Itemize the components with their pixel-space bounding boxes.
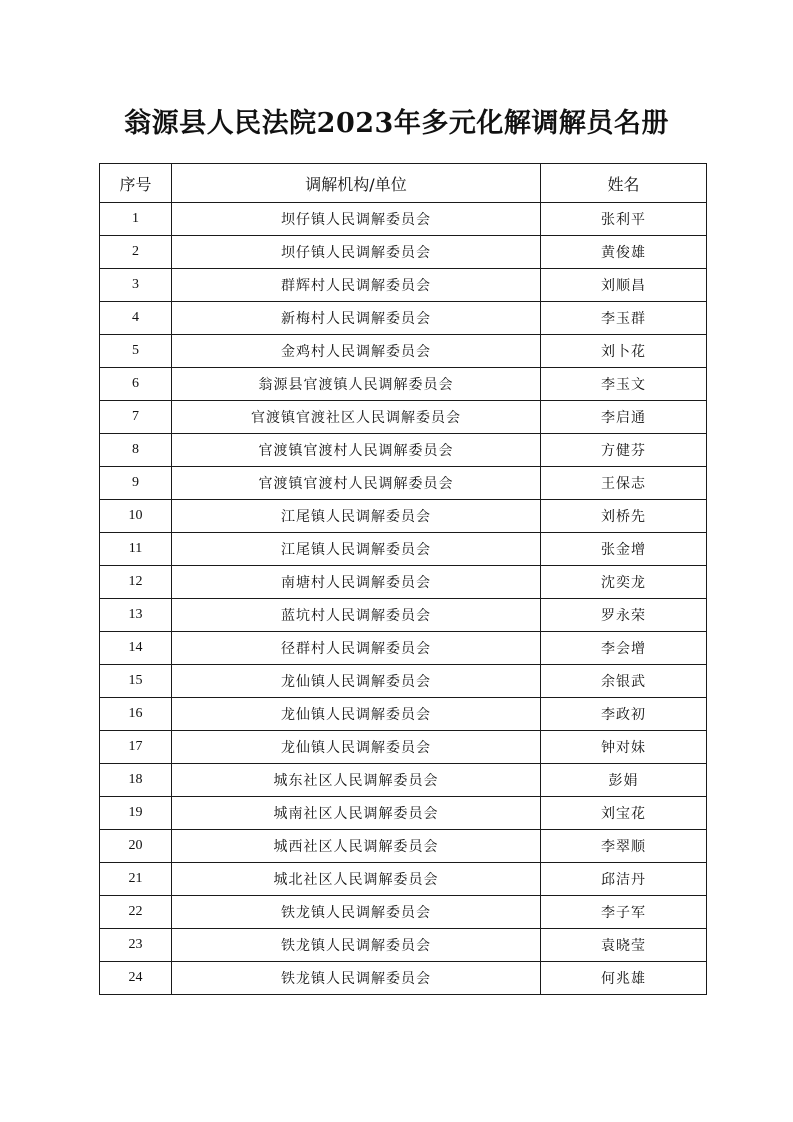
cell-serial-number: 11 — [100, 533, 172, 566]
cell-mediator-name: 刘顺昌 — [541, 269, 707, 302]
cell-serial-number: 19 — [100, 797, 172, 830]
cell-mediator-name: 李会增 — [541, 632, 707, 665]
cell-serial-number: 22 — [100, 896, 172, 929]
table-row — [100, 434, 707, 467]
cell-mediation-organization: 坝仔镇人民调解委员会 — [172, 236, 541, 269]
cell-mediator-name: 黄俊雄 — [541, 236, 707, 269]
header-serial-number: 序号 — [100, 164, 172, 203]
table-row — [100, 698, 707, 731]
cell-mediation-organization: 城南社区人民调解委员会 — [172, 797, 541, 830]
cell-serial-number: 7 — [100, 401, 172, 434]
cell-serial-number: 20 — [100, 830, 172, 863]
cell-serial-number: 14 — [100, 632, 172, 665]
cell-serial-number: 9 — [100, 467, 172, 500]
table-row — [100, 566, 707, 599]
cell-serial-number: 1 — [100, 203, 172, 236]
cell-mediator-name: 彭娟 — [541, 764, 707, 797]
table-body — [100, 203, 707, 995]
cell-mediator-name: 刘卜花 — [541, 335, 707, 368]
cell-mediation-organization: 铁龙镇人民调解委员会 — [172, 896, 541, 929]
cell-serial-number: 23 — [100, 929, 172, 962]
cell-mediation-organization: 金鸡村人民调解委员会 — [172, 335, 541, 368]
header-name: 姓名 — [541, 164, 707, 203]
cell-mediation-organization: 官渡镇官渡村人民调解委员会 — [172, 434, 541, 467]
cell-mediator-name: 王保志 — [541, 467, 707, 500]
mediator-roster-table — [99, 163, 707, 995]
cell-mediation-organization: 南塘村人民调解委员会 — [172, 566, 541, 599]
table-row — [100, 599, 707, 632]
table-row — [100, 797, 707, 830]
cell-mediator-name: 张金增 — [541, 533, 707, 566]
cell-serial-number: 24 — [100, 962, 172, 995]
cell-serial-number: 12 — [100, 566, 172, 599]
cell-mediation-organization: 铁龙镇人民调解委员会 — [172, 962, 541, 995]
page-title: 翁源县人民法院2023年多元化解调解员名册 — [124, 108, 669, 139]
table-row — [100, 533, 707, 566]
cell-serial-number: 6 — [100, 368, 172, 401]
cell-mediator-name: 刘宝花 — [541, 797, 707, 830]
cell-mediation-organization: 翁源县官渡镇人民调解委员会 — [172, 368, 541, 401]
table-row — [100, 764, 707, 797]
table-row — [100, 368, 707, 401]
cell-mediation-organization: 新梅村人民调解委员会 — [172, 302, 541, 335]
cell-mediator-name: 何兆雄 — [541, 962, 707, 995]
cell-mediator-name: 沈奕龙 — [541, 566, 707, 599]
table-row — [100, 236, 707, 269]
table-row — [100, 269, 707, 302]
table-row — [100, 830, 707, 863]
table-row — [100, 401, 707, 434]
table-row — [100, 962, 707, 995]
cell-serial-number: 18 — [100, 764, 172, 797]
cell-serial-number: 10 — [100, 500, 172, 533]
cell-mediator-name: 余银武 — [541, 665, 707, 698]
cell-mediator-name: 李子军 — [541, 896, 707, 929]
cell-mediator-name: 钟对妹 — [541, 731, 707, 764]
table-row — [100, 467, 707, 500]
cell-mediation-organization: 城北社区人民调解委员会 — [172, 863, 541, 896]
cell-serial-number: 3 — [100, 269, 172, 302]
cell-mediation-organization: 官渡镇官渡社区人民调解委员会 — [172, 401, 541, 434]
header-mediation-organization: 调解机构/单位 — [172, 164, 541, 203]
cell-mediator-name: 李玉群 — [541, 302, 707, 335]
cell-mediation-organization: 径群村人民调解委员会 — [172, 632, 541, 665]
cell-serial-number: 13 — [100, 599, 172, 632]
cell-serial-number: 21 — [100, 863, 172, 896]
cell-mediator-name: 罗永荣 — [541, 599, 707, 632]
cell-serial-number: 15 — [100, 665, 172, 698]
cell-mediation-organization: 城东社区人民调解委员会 — [172, 764, 541, 797]
cell-mediation-organization: 龙仙镇人民调解委员会 — [172, 698, 541, 731]
cell-mediation-organization: 坝仔镇人民调解委员会 — [172, 203, 541, 236]
table-row — [100, 203, 707, 236]
cell-mediation-organization: 铁龙镇人民调解委员会 — [172, 929, 541, 962]
cell-serial-number: 16 — [100, 698, 172, 731]
table-row — [100, 335, 707, 368]
cell-mediator-name: 李玉文 — [541, 368, 707, 401]
cell-mediator-name: 刘桥先 — [541, 500, 707, 533]
cell-mediator-name: 李政初 — [541, 698, 707, 731]
table-row — [100, 500, 707, 533]
table-row — [100, 863, 707, 896]
table-row — [100, 896, 707, 929]
table-row — [100, 731, 707, 764]
cell-mediation-organization: 城西社区人民调解委员会 — [172, 830, 541, 863]
cell-serial-number: 5 — [100, 335, 172, 368]
cell-serial-number: 8 — [100, 434, 172, 467]
cell-mediator-name: 张利平 — [541, 203, 707, 236]
cell-serial-number: 4 — [100, 302, 172, 335]
cell-mediator-name: 李启通 — [541, 401, 707, 434]
cell-mediator-name: 邱洁丹 — [541, 863, 707, 896]
cell-mediation-organization: 蓝坑村人民调解委员会 — [172, 599, 541, 632]
table-header-row — [100, 164, 707, 203]
cell-mediation-organization: 江尾镇人民调解委员会 — [172, 500, 541, 533]
cell-mediation-organization: 官渡镇官渡村人民调解委员会 — [172, 467, 541, 500]
table-row — [100, 665, 707, 698]
cell-mediation-organization: 群辉村人民调解委员会 — [172, 269, 541, 302]
table-row — [100, 632, 707, 665]
table-row — [100, 929, 707, 962]
cell-mediator-name: 李翠顺 — [541, 830, 707, 863]
cell-mediator-name: 袁晓莹 — [541, 929, 707, 962]
cell-mediation-organization: 龙仙镇人民调解委员会 — [172, 665, 541, 698]
cell-serial-number: 2 — [100, 236, 172, 269]
cell-serial-number: 17 — [100, 731, 172, 764]
cell-mediation-organization: 江尾镇人民调解委员会 — [172, 533, 541, 566]
cell-mediator-name: 方健芬 — [541, 434, 707, 467]
cell-mediation-organization: 龙仙镇人民调解委员会 — [172, 731, 541, 764]
table-row — [100, 302, 707, 335]
